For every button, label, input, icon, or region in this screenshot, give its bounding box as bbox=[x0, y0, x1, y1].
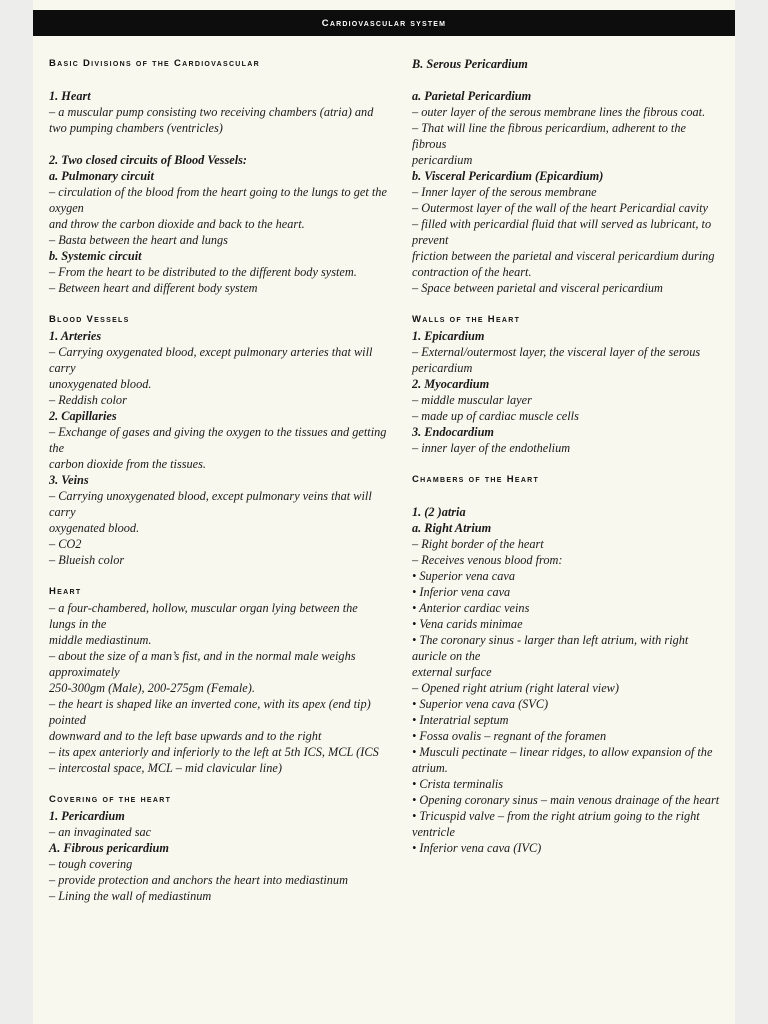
subheading: 2. Capillaries bbox=[49, 409, 117, 423]
spacer bbox=[49, 136, 387, 152]
section-heading: Blood Vessels bbox=[49, 314, 130, 325]
spacer bbox=[412, 72, 722, 88]
subheading: 1. Pericardium bbox=[49, 809, 125, 823]
subheading: 2. Two closed circuits of Blood Vessels: bbox=[49, 153, 247, 167]
text-line: • Fossa ovalis – regnant of the foramen bbox=[412, 729, 607, 743]
subheading: 1. (2 )atria bbox=[412, 505, 466, 519]
subheading: 2. Myocardium bbox=[412, 377, 490, 391]
text-line: – circulation of the blood from the heart going to the lungs to get the oxygen bbox=[49, 185, 387, 215]
header-title: Cardiovascular system bbox=[321, 17, 447, 29]
section-heading: Chambers of the Heart bbox=[412, 474, 540, 485]
subheading: a. Pulmonary circuit bbox=[49, 169, 154, 183]
text-line: – middle muscular layer bbox=[412, 393, 532, 407]
text-line: – Blueish color bbox=[49, 553, 125, 567]
text-line: – made up of cardiac muscle cells bbox=[412, 409, 579, 423]
section-heading: Heart bbox=[49, 586, 82, 597]
spacer bbox=[412, 456, 722, 472]
spacer bbox=[49, 296, 387, 312]
subheading: a. Parietal Pericardium bbox=[412, 89, 532, 103]
text-line: – tough covering bbox=[49, 857, 133, 871]
text-line: – a muscular pump consisting two receiving chambers (atria) and two pumping chambers (ventricles) bbox=[49, 105, 374, 135]
text-line: – Lining the wall of mediastinum bbox=[49, 889, 212, 903]
text-line: – Carrying oxygenated blood, except pulmonary arteries that will carry bbox=[49, 345, 373, 375]
text-line: – CO2 bbox=[49, 537, 82, 551]
text-line: • Superior vena cava (SVC) bbox=[412, 697, 549, 711]
subheading: 3. Endocardium bbox=[412, 425, 494, 439]
subheading: B. Serous Pericardium bbox=[412, 57, 528, 71]
subheading: 1. Arteries bbox=[49, 329, 102, 343]
text-line: external surface bbox=[412, 665, 492, 679]
text-line: – a four-chambered, hollow, muscular organ lying between the lungs in the bbox=[49, 601, 358, 631]
subheading: b. Systemic circuit bbox=[49, 249, 142, 263]
text-line: downward and to the left base upwards and to the right bbox=[49, 729, 322, 743]
spacer bbox=[49, 776, 387, 792]
text-line: – External/outermost layer, the visceral layer of the serous pericardium bbox=[412, 345, 701, 375]
text-line: – Basta between the heart and lungs bbox=[49, 233, 228, 247]
text-line: – an invaginated sac bbox=[49, 825, 152, 839]
text-line: – provide protection and anchors the heart into mediastinum bbox=[49, 873, 348, 887]
text-line: • Crista terminalis bbox=[412, 777, 504, 791]
text-line: • The coronary sinus - larger than left atrium, with right auricle on the bbox=[412, 633, 689, 663]
text-line: • Interatrial septum bbox=[412, 713, 509, 727]
text-line: unoxygenated blood. bbox=[49, 377, 152, 391]
text-line: • Tricuspid valve – from the right atrium going to the right ventricle bbox=[412, 809, 700, 839]
text-line: • Vena carids minimae bbox=[412, 617, 523, 631]
text-line: – filled with pericardial fluid that will served as lubricant, to prevent bbox=[412, 217, 712, 247]
text-line: – Carrying unoxygenated blood, except pulmonary veins that will carry bbox=[49, 489, 372, 519]
text-line: – inner layer of the endothelium bbox=[412, 441, 571, 455]
text-line: 250-300gm (Male), 200-275gm (Female). bbox=[49, 681, 255, 695]
text-line: – the heart is shaped like an inverted cone, with its apex (end tip) pointed bbox=[49, 697, 371, 727]
section-heading: Covering of the heart bbox=[49, 794, 172, 805]
section-heading: Walls of the Heart bbox=[412, 314, 521, 325]
subheading: b. Visceral Pericardium (Epicardium) bbox=[412, 169, 604, 183]
subheading: 1. Heart bbox=[49, 89, 91, 103]
subheading: a. Right Atrium bbox=[412, 521, 492, 535]
text-line: • Inferior vena cava (IVC) bbox=[412, 841, 542, 855]
text-line: – Space between parietal and visceral pericardium bbox=[412, 281, 663, 295]
left-column bbox=[49, 56, 387, 904]
text-line: pericardium bbox=[412, 153, 473, 167]
spacer bbox=[49, 72, 387, 88]
text-line: – Right border of the heart bbox=[412, 537, 544, 551]
text-line: – Receives venous blood from: bbox=[412, 553, 563, 567]
text-line: – Opened right atrium (right lateral view) bbox=[412, 681, 619, 695]
text-line: • Anterior cardiac veins bbox=[412, 601, 530, 615]
text-line: – Reddish color bbox=[49, 393, 127, 407]
subheading: A. Fibrous pericardium bbox=[49, 841, 169, 855]
text-line: – about the size of a man’s fist, and in the normal male weighs approximately bbox=[49, 649, 356, 679]
spacer bbox=[49, 568, 387, 584]
text-line: – Between heart and different body system bbox=[49, 281, 258, 295]
text-line: – That will line the fibrous pericardium, adherent to the fibrous bbox=[412, 121, 686, 151]
text-line: carbon dioxide from the tissues. bbox=[49, 457, 206, 471]
text-line: oxygenated blood. bbox=[49, 521, 140, 535]
document-page bbox=[33, 0, 735, 1024]
spacer bbox=[412, 488, 722, 504]
text-line: – outer layer of the serous membrane lines the fibrous coat. bbox=[412, 105, 706, 119]
text-line: – its apex anteriorly and inferiorly to the left at 5th ICS, MCL (ICS – intercostal space, MCL – mid clavicular line) bbox=[49, 745, 379, 775]
text-line: middle mediastinum. bbox=[49, 633, 152, 647]
right-column bbox=[412, 56, 722, 856]
subheading: 1. Epicardium bbox=[412, 329, 485, 343]
spacer bbox=[412, 296, 722, 312]
text-line: – Outermost layer of the wall of the heart Pericardial cavity bbox=[412, 201, 708, 215]
text-line: friction between the parietal and visceral pericardium during bbox=[412, 249, 715, 263]
section-heading: Basic Divisions of the Cardiovascular bbox=[49, 58, 260, 69]
text-line: – Inner layer of the serous membrane bbox=[412, 185, 597, 199]
text-line: • Musculi pectinate – linear ridges, to allow expansion of the atrium. bbox=[412, 745, 713, 775]
text-line: – From the heart to be distributed to the different body system. bbox=[49, 265, 357, 279]
text-line: contraction of the heart. bbox=[412, 265, 532, 279]
page-header bbox=[33, 10, 735, 36]
text-line: • Opening coronary sinus – main venous drainage of the heart bbox=[412, 793, 720, 807]
text-line: – Exchange of gases and giving the oxygen to the tissues and getting the bbox=[49, 425, 387, 455]
text-line: and throw the carbon dioxide and back to the heart. bbox=[49, 217, 305, 231]
text-line: • Superior vena cava bbox=[412, 569, 515, 583]
text-line: • Inferior vena cava bbox=[412, 585, 511, 599]
subheading: 3. Veins bbox=[49, 473, 89, 487]
